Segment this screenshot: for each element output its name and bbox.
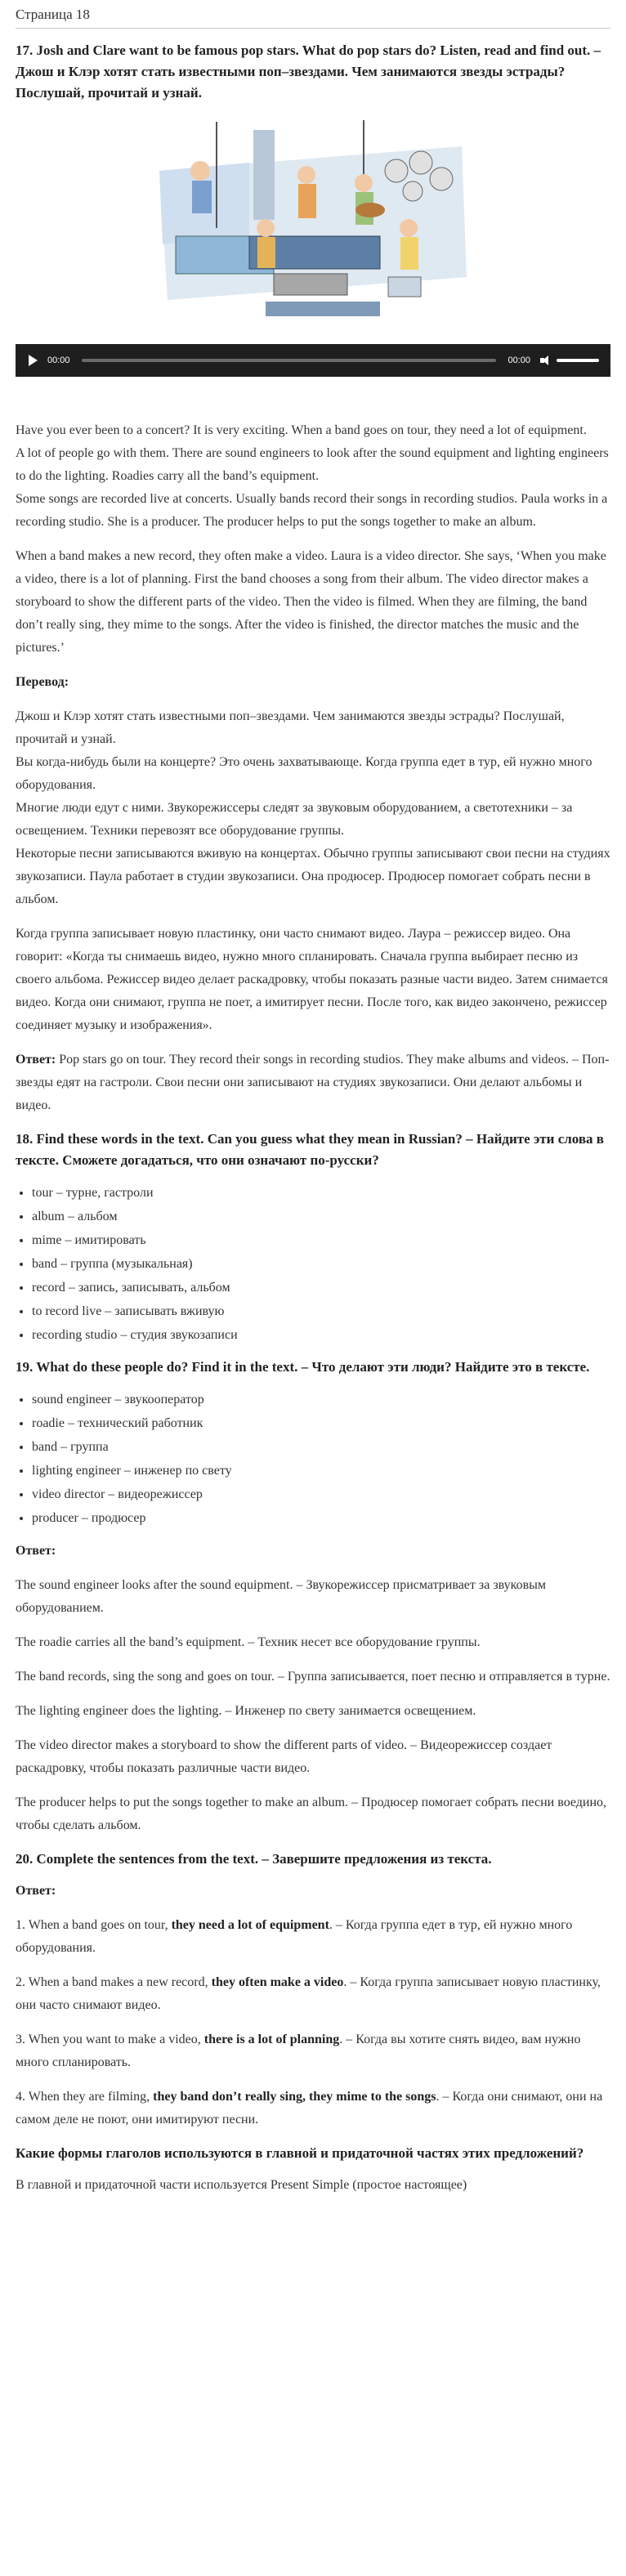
volume-slider[interactable] bbox=[557, 359, 599, 362]
final-paragraph: В главной и придаточной части используется Present Simple (простое настоящее) bbox=[16, 2178, 467, 2192]
task-20-title: 20. Complete the sentences from the text. – Завершите предложения из текста. bbox=[16, 1851, 492, 1867]
list-item: • tour – турне, гастроли bbox=[32, 1181, 610, 1205]
list-item: • record – запись, записывать, альбом bbox=[32, 1276, 610, 1299]
paragraph: Многие люди едут с ними. Звукорежиссеры следят за звуковым оборудованием, а светотехники – за освещением. Техники перевозят все оборудование группы. bbox=[16, 801, 573, 838]
paragraph: Джош и Клэр хотят стать известными поп–звездами. Чем занимаются звезды эстрады? Послушай, прочитай и узнай. bbox=[16, 709, 565, 746]
task-19-answer-label: Ответ: bbox=[16, 1544, 56, 1558]
list-item: • roadie – технический работник bbox=[32, 1411, 610, 1435]
task-18-list bbox=[16, 1181, 610, 1347]
band-illustration bbox=[16, 114, 610, 328]
sentence-3: 3. When you want to make a video, there is a lot of planning. – Когда вы хотите снять видео, вам нужно много спланировать. bbox=[16, 2033, 581, 2069]
paragraph: Some songs are recorded live at concerts. Usually bands record their songs in recording studios. Paula works in a recording studio. She is a producer. The producer helps to put the songs together to make an album. bbox=[16, 492, 608, 529]
sentence-1: 1. When a band goes on tour, they need a lot of equipment. – Когда группа едет в тур, ей нужно много оборудования. bbox=[16, 1918, 573, 1955]
list-item: • recording studio – студия звукозаписи bbox=[32, 1323, 610, 1347]
task-19-list bbox=[16, 1388, 610, 1530]
task-20-question: Какие формы глаголов используются в главной и придаточной частях этих предложений? bbox=[16, 2145, 584, 2161]
paragraph: A lot of people go with them. There are sound engineers to look after the sound equipment and lighting engineers to do the lighting. Roadies carry all the band’s equipment. bbox=[16, 446, 609, 483]
answer-paragraph: The band records, sing the song and goes on tour. – Группа записывается, поет песню и отправляется в турне. bbox=[16, 1670, 610, 1684]
task-20-answer-label: Ответ: bbox=[16, 1884, 56, 1898]
task-19-title: 19. What do these people do? Find it in the text. – Что делают эти люди? Найдите это в тексте. bbox=[16, 1359, 590, 1375]
audio-current-time: 00:00 bbox=[47, 356, 70, 365]
answer-label: Ответ: bbox=[16, 1053, 56, 1067]
list-item: • album – альбом bbox=[32, 1205, 610, 1228]
paragraph: Некоторые песни записываются вживую на концертах. Обычно группы записывают свои песни на студиях звукозаписи. Паула работает в студии звукозаписи. Она продюсер. Продюсер помогает собрать песни в альбом. bbox=[16, 847, 610, 906]
audio-progress-bar[interactable] bbox=[82, 359, 497, 362]
paragraph: Вы когда-нибудь были на концерте? Это очень захватывающе. Когда группа едет в тур, ей нужно много оборудования. bbox=[16, 755, 592, 792]
answer-paragraph: The roadie carries all the band’s equipment. – Техник несет все оборудование группы. bbox=[16, 1635, 481, 1649]
translation-label: Перевод: bbox=[16, 675, 69, 689]
play-icon[interactable] bbox=[29, 355, 38, 366]
paragraph: Have you ever been to a concert? It is very exciting. When a band goes on tour, they need a lot of equipment. bbox=[16, 423, 587, 437]
answer-text: Pop stars go on tour. They record their songs in recording studios. They make albums and videos. – Поп-звезды едят на гастроли. Свои песни они записывают на студиях звукозаписи. Они делают альбомы и видео. bbox=[16, 1053, 610, 1112]
answer-paragraph: The producer helps to put the songs together to make an album. – Продюсер помогает собрать песни воедино, чтобы сделать альбом. bbox=[16, 1796, 607, 1832]
task-18-title: 18. Find these words in the text. Can you guess what they mean in Russian? – Найдите эти слова в тексте. Сможете догадаться, что они означают по-русски? bbox=[16, 1131, 604, 1168]
list-item: • producer – продюсер bbox=[32, 1506, 610, 1530]
list-item: • video director – видеорежиссер bbox=[32, 1483, 610, 1506]
sentence-4: 4. When they are filming, they band don’t really sing, they mime to the songs. – Когда они снимают, они на самом деле не поют, они имитируют песни. bbox=[16, 2090, 603, 2127]
task-17-title: 17. Josh and Clare want to be famous pop stars. What do pop stars do? Listen, read and find out. – Джош и Клэр хотят стать известными поп–звездами. Чем занимаются звезды эстрады? Послушай, прочитай и узнай. bbox=[16, 42, 601, 101]
list-item: • mime – имитировать bbox=[32, 1228, 610, 1252]
volume-icon[interactable] bbox=[540, 355, 552, 366]
answer-paragraph: The sound engineer looks after the sound equipment. – Звукорежиссер присматривает за звуковым оборудованием. bbox=[16, 1578, 547, 1615]
list-item: • band – группа (музыкальная) bbox=[32, 1252, 610, 1276]
recording-studio-illustration bbox=[151, 114, 475, 328]
list-item: • lighting engineer – инженер по свету bbox=[32, 1459, 610, 1483]
paragraph: When a band makes a new record, they often make a video. Laura is a video director. She says, ‘When you make a video, there is a lot of planning. First the band chooses a song from their album. The video director makes a storyboard to show the different parts of the video. Then the video is filmed. When they are filming, the band don’t really sing, they mime to the songs. After the video is finished, the director matches the music and the pictures.’ bbox=[16, 549, 606, 655]
audio-duration: 00:00 bbox=[508, 356, 530, 365]
task-17-answer bbox=[16, 1049, 610, 1117]
page-label: Страница 18 bbox=[16, 7, 90, 22]
sentence-2: 2. When a band makes a new record, they often make a video. – Когда группа записывает новую пластинку, они часто снимают видео. bbox=[16, 1975, 601, 2012]
audio-player bbox=[16, 344, 610, 377]
list-item: • band – группа bbox=[32, 1435, 610, 1459]
list-item: • sound engineer – звукооператор bbox=[32, 1388, 610, 1411]
answer-paragraph: The lighting engineer does the lighting. – Инженер по свету занимается освещением. bbox=[16, 1704, 476, 1718]
answer-paragraph: The video director makes a storyboard to show the different parts of video. – Видеорежиссер создает раскадровку, чтобы показать различные части видео. bbox=[16, 1738, 552, 1775]
list-item: • to record live – записывать вживую bbox=[32, 1299, 610, 1323]
divider bbox=[16, 28, 610, 29]
paragraph: Когда группа записывает новую пластинку, они часто снимают видео. Лаура – режиссер видео. Она говорит: «Когда ты снимаешь видео, нужно много спланировать. Сначала группа выбирает песню из своего альбома. Режиссер видео делает раскадровку, чтобы показать разные части видео. Затем снимается видео. Когда они снимают, группа не поет, а имитирует песни. После того, как видео закончено, режиссер соединяет музыку и изображения». bbox=[16, 927, 608, 1032]
